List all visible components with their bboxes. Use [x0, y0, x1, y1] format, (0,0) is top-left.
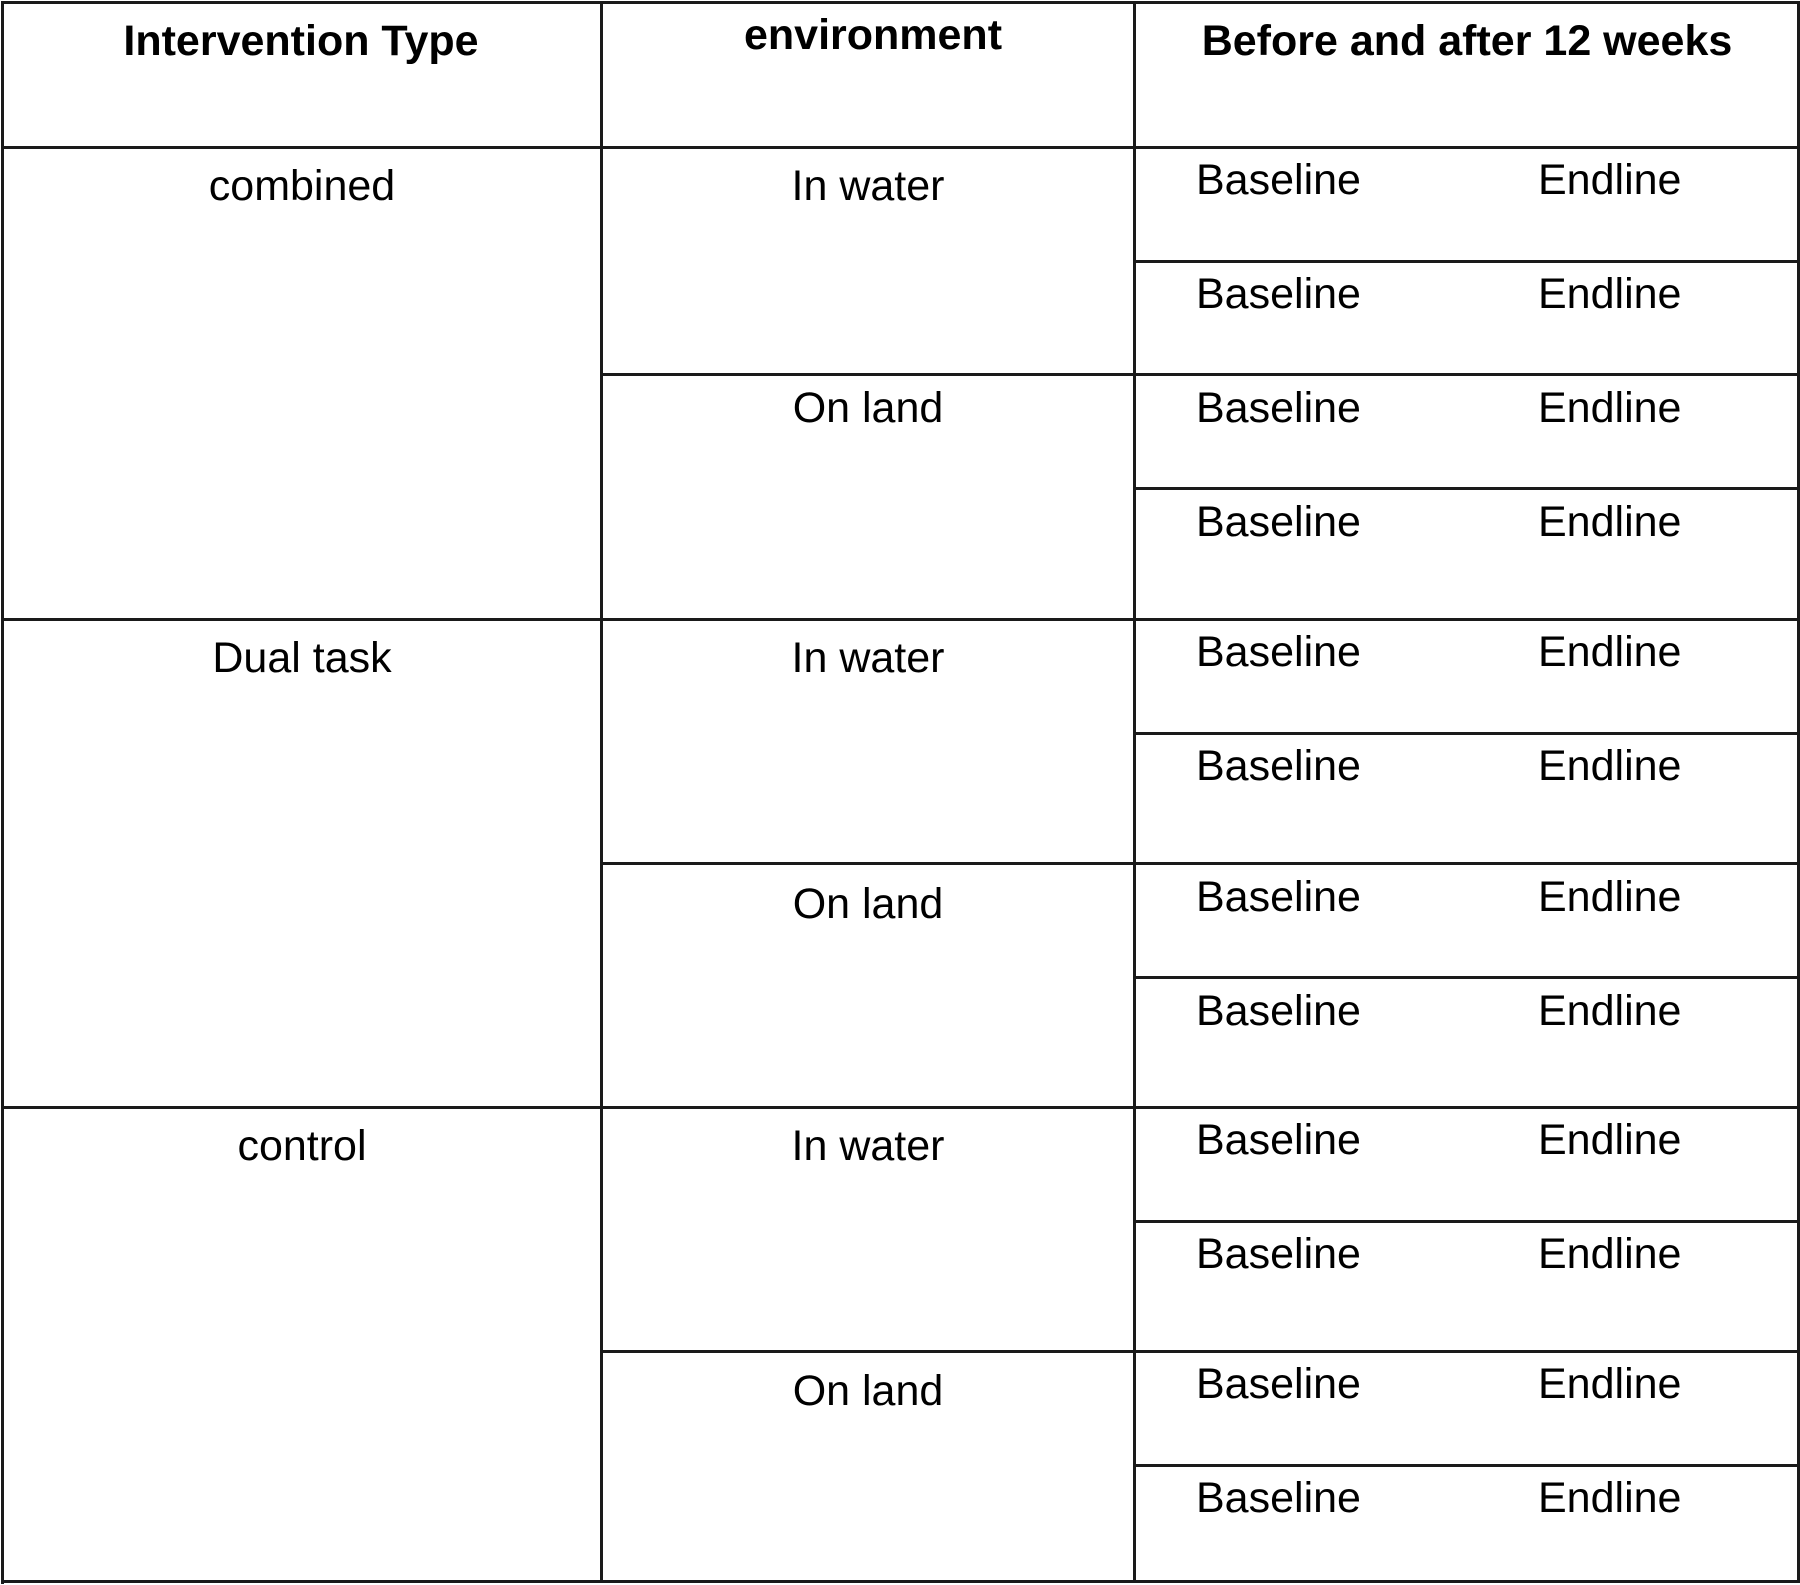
- baseline-cell: Baseline: [1196, 873, 1361, 921]
- environment-on-land: On land: [792, 1367, 944, 1415]
- endline-cell: Endline: [1538, 628, 1682, 676]
- row-divider: [1133, 487, 1800, 490]
- intervention-type-combined: combined: [208, 162, 396, 210]
- endline-cell: Endline: [1538, 873, 1682, 921]
- baseline-cell: Baseline: [1196, 628, 1361, 676]
- endline-cell: Endline: [1538, 384, 1682, 432]
- baseline-cell: Baseline: [1196, 270, 1361, 318]
- header-environment: environment: [743, 11, 1003, 59]
- group-divider-1: [1, 618, 1800, 621]
- row-divider: [1133, 976, 1800, 979]
- header-intervention-type: Intervention Type: [123, 17, 479, 65]
- environment-on-land: On land: [792, 880, 944, 928]
- header-bottom-rule: [1, 146, 1800, 149]
- endline-cell: Endline: [1538, 1360, 1682, 1408]
- table-border-bottom: [1, 1580, 1800, 1583]
- environment-in-water: In water: [791, 1122, 945, 1170]
- endline-cell: Endline: [1538, 1116, 1682, 1164]
- endline-cell: Endline: [1538, 987, 1682, 1035]
- endline-cell: Endline: [1538, 1474, 1682, 1522]
- baseline-cell: Baseline: [1196, 384, 1361, 432]
- baseline-cell: Baseline: [1196, 498, 1361, 546]
- environment-divider: [600, 373, 1800, 376]
- environment-in-water: In water: [791, 634, 945, 682]
- baseline-cell: Baseline: [1196, 1360, 1361, 1408]
- column-divider-1: [600, 1, 603, 1583]
- intervention-type-dual-task: Dual task: [212, 634, 392, 682]
- table-border-top: [1, 1, 1800, 4]
- endline-cell: Endline: [1538, 156, 1682, 204]
- row-divider: [1133, 732, 1800, 735]
- baseline-cell: Baseline: [1196, 1230, 1361, 1278]
- endline-cell: Endline: [1538, 270, 1682, 318]
- group-divider-2: [1, 1106, 1800, 1109]
- row-divider: [1133, 260, 1800, 263]
- baseline-cell: Baseline: [1196, 987, 1361, 1035]
- environment-divider: [600, 862, 1800, 865]
- endline-cell: Endline: [1538, 742, 1682, 790]
- baseline-cell: Baseline: [1196, 1474, 1361, 1522]
- row-divider: [1133, 1464, 1800, 1467]
- endline-cell: Endline: [1538, 1230, 1682, 1278]
- environment-on-land: On land: [792, 384, 944, 432]
- header-before-after: Before and after 12 weeks: [1201, 17, 1733, 65]
- baseline-cell: Baseline: [1196, 1116, 1361, 1164]
- row-divider: [1133, 1220, 1800, 1223]
- endline-cell: Endline: [1538, 498, 1682, 546]
- baseline-cell: Baseline: [1196, 156, 1361, 204]
- table-border-left: [1, 1, 4, 1584]
- baseline-cell: Baseline: [1196, 742, 1361, 790]
- environment-in-water: In water: [791, 162, 945, 210]
- column-divider-2: [1133, 1, 1136, 1583]
- environment-divider: [600, 1350, 1800, 1353]
- intervention-type-control: control: [237, 1122, 367, 1170]
